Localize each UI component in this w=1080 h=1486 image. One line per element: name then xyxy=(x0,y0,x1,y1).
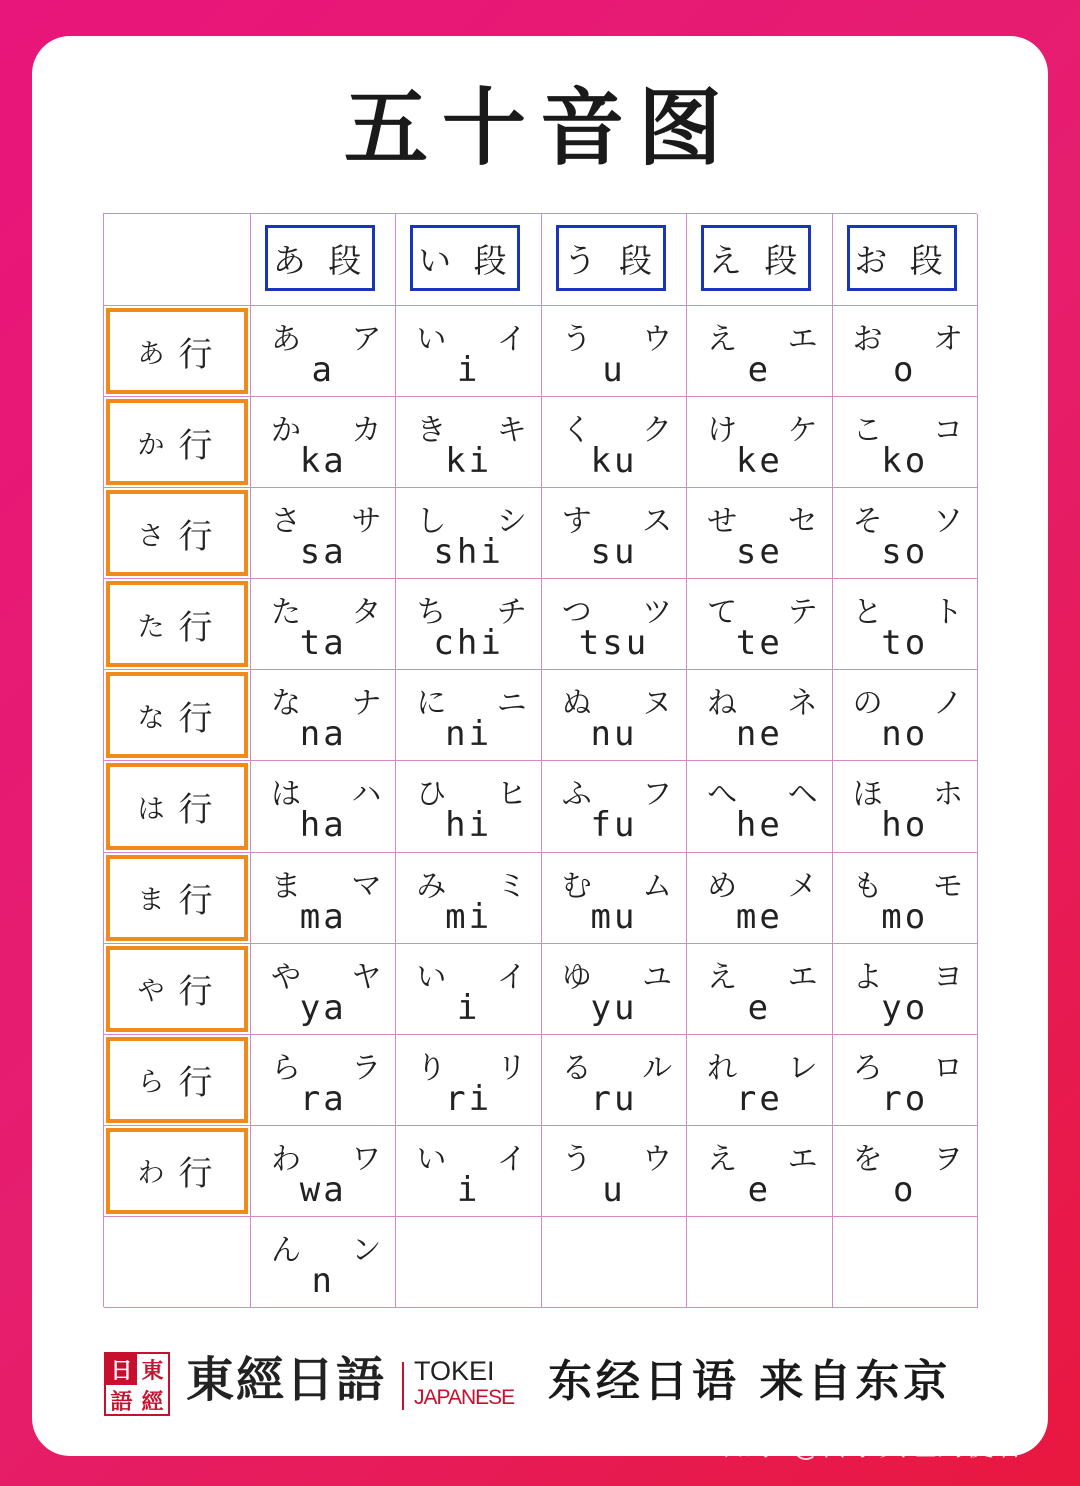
gyo-label: 行 xyxy=(178,1063,217,1104)
hiragana: ら xyxy=(271,1050,301,1086)
hiragana: い xyxy=(416,1141,447,1177)
gyo-header xyxy=(106,1037,248,1123)
kana-cell xyxy=(833,670,978,761)
kana-cell xyxy=(833,488,978,579)
kana-cell xyxy=(687,579,832,670)
seal-char: 東 xyxy=(141,1359,164,1384)
romaji: mo xyxy=(881,896,929,937)
romaji: ru xyxy=(590,1078,638,1119)
katakana: タ xyxy=(351,595,382,631)
kana-cell xyxy=(542,488,687,579)
katakana: ノ xyxy=(932,686,963,722)
hiragana: ふ xyxy=(561,777,592,813)
hiragana: ま xyxy=(271,868,301,904)
kana-cell xyxy=(687,670,832,761)
romaji: e xyxy=(747,350,772,390)
romaji: re xyxy=(735,1078,783,1119)
kana-cell xyxy=(833,853,978,944)
dan-header: え 段 xyxy=(701,225,811,291)
katakana: ヨ xyxy=(932,959,963,995)
romaji: fu xyxy=(590,805,638,846)
hiragana: と xyxy=(852,595,883,631)
kana-cell xyxy=(542,1035,687,1126)
hiragana: ぬ xyxy=(561,686,592,722)
dan-header: お 段 xyxy=(847,225,957,291)
kana-cell xyxy=(542,306,687,397)
gyo-label: 行 xyxy=(178,698,217,739)
hiragana: へ xyxy=(707,777,738,813)
dan-header-cell xyxy=(687,214,832,306)
katakana: ヘ xyxy=(787,777,818,813)
brand-slogan: 东经日语 来自东京 xyxy=(548,1356,952,1407)
katakana: ウ xyxy=(642,1141,673,1177)
hiragana: ほ xyxy=(852,777,883,813)
hiragana: ゆ xyxy=(561,959,592,995)
dan-header: い 段 xyxy=(410,225,520,291)
kana-cell xyxy=(833,1126,978,1217)
romaji: ku xyxy=(590,441,638,482)
gyo-label: 行 xyxy=(178,334,217,375)
hiragana: の xyxy=(852,686,883,722)
hiragana: め xyxy=(707,868,738,904)
gyo-kana: か xyxy=(137,429,169,461)
seal-char: 日 xyxy=(106,1354,137,1385)
gyo-label: 行 xyxy=(178,1154,217,1195)
hiragana: は xyxy=(271,777,301,813)
hiragana: て xyxy=(707,595,738,631)
romaji: mu xyxy=(590,896,638,937)
romaji: shi xyxy=(433,532,504,573)
gyo-label: 行 xyxy=(178,790,217,831)
katakana: メ xyxy=(787,868,818,904)
romaji: hi xyxy=(445,805,493,846)
hiragana: な xyxy=(271,686,301,722)
hiragana: す xyxy=(561,504,592,540)
dan-header: あ 段 xyxy=(265,225,375,291)
katakana: ウ xyxy=(642,322,673,357)
gyo-label: 行 xyxy=(178,607,217,648)
romaji: no xyxy=(881,714,929,755)
gyo-kana: た xyxy=(137,611,169,643)
katakana: シ xyxy=(496,504,527,540)
katakana: イ xyxy=(496,1141,527,1177)
katakana: サ xyxy=(351,504,382,540)
romaji: sa xyxy=(299,532,347,573)
romaji: a xyxy=(311,350,335,390)
katakana: レ xyxy=(787,1050,818,1086)
katakana: ス xyxy=(642,504,673,540)
katakana: ツ xyxy=(642,595,673,631)
katakana: イ xyxy=(496,322,527,357)
kana-cell xyxy=(833,579,978,670)
gyo-header xyxy=(106,308,248,394)
gyo-header-cell xyxy=(104,397,251,488)
romaji: ni xyxy=(445,714,493,755)
dan-header-cell xyxy=(542,214,687,306)
romaji: ra xyxy=(299,1078,347,1119)
romaji: n xyxy=(311,1260,335,1301)
brand-en-line2: JAPANESE xyxy=(414,1386,515,1409)
katakana: エ xyxy=(787,322,818,357)
katakana: ム xyxy=(642,868,673,904)
kana-cell xyxy=(251,1217,396,1308)
katakana: ハ xyxy=(351,777,382,813)
kana-cell xyxy=(251,853,396,944)
gyo-label: 行 xyxy=(178,516,217,557)
gyo-label: 行 xyxy=(178,425,217,466)
kana-cell xyxy=(396,488,541,579)
kana-cell xyxy=(833,1035,978,1126)
romaji: i xyxy=(456,350,481,390)
romaji: o xyxy=(893,350,917,390)
hiragana: い xyxy=(416,959,447,995)
hiragana: や xyxy=(271,959,301,995)
romaji: ya xyxy=(299,987,347,1028)
gyo-kana: わ xyxy=(137,1158,169,1190)
hiragana: み xyxy=(416,868,447,904)
dan-header-cell xyxy=(396,214,541,306)
hiragana: る xyxy=(561,1050,592,1086)
katakana: ル xyxy=(642,1050,673,1086)
gyo-header xyxy=(106,672,248,758)
romaji: wa xyxy=(299,1169,347,1210)
gyo-header-cell xyxy=(104,1126,251,1217)
romaji: ta xyxy=(299,623,347,664)
gyo-kana: ま xyxy=(137,885,169,917)
romaji: yu xyxy=(590,987,638,1028)
katakana: ヲ xyxy=(932,1141,963,1177)
hiragana: く xyxy=(561,413,592,449)
gyo-kana: は xyxy=(137,794,169,826)
katakana: ホ xyxy=(932,777,963,813)
gyo-header-cell xyxy=(104,670,251,761)
romaji: e xyxy=(747,987,772,1028)
hiragana: を xyxy=(852,1141,883,1177)
romaji: o xyxy=(893,1169,917,1210)
romaji: ke xyxy=(735,441,783,482)
katakana: チ xyxy=(496,595,527,631)
kana-cell xyxy=(251,670,396,761)
romaji: e xyxy=(747,1169,772,1210)
kana-cell xyxy=(833,944,978,1035)
romaji: i xyxy=(456,1169,481,1210)
kana-cell xyxy=(251,579,396,670)
dan-header: う 段 xyxy=(556,225,666,291)
gyo-kana: あ xyxy=(137,338,169,370)
gyo-kana: や xyxy=(137,976,169,1008)
empty-cell xyxy=(687,1217,832,1308)
empty-cell xyxy=(104,1217,251,1308)
katakana: モ xyxy=(932,868,963,904)
katakana: イ xyxy=(496,959,527,995)
katakana: ミ xyxy=(496,868,527,904)
kana-cell xyxy=(687,944,832,1035)
katakana: ン xyxy=(351,1232,382,1268)
katakana: マ xyxy=(351,868,382,904)
kana-cell xyxy=(251,1035,396,1126)
kana-cell xyxy=(542,1126,687,1217)
watermark: 知乎 @传承真理的使者 xyxy=(724,1429,1024,1462)
katakana: ナ xyxy=(351,686,382,722)
romaji: ma xyxy=(299,896,347,937)
romaji: mi xyxy=(445,896,493,937)
katakana: ヒ xyxy=(496,777,527,813)
hiragana: け xyxy=(707,413,738,449)
seal-char: 經 xyxy=(141,1390,164,1415)
katakana: ソ xyxy=(932,504,963,540)
hiragana: せ xyxy=(707,504,738,540)
gyo-header-cell xyxy=(104,853,251,944)
hiragana: か xyxy=(271,413,301,449)
kana-cell xyxy=(396,670,541,761)
romaji: na xyxy=(299,714,347,755)
hiragana: れ xyxy=(707,1050,738,1086)
romaji: me xyxy=(735,896,783,937)
brand-en-line1: TOKEI xyxy=(414,1356,495,1386)
gyo-header xyxy=(106,1128,248,1214)
gyo-kana: さ xyxy=(137,520,169,552)
katakana: ニ xyxy=(496,686,527,722)
hiragana: つ xyxy=(561,595,592,631)
kana-cell xyxy=(833,306,978,397)
hiragana: ち xyxy=(416,595,447,631)
hiragana: き xyxy=(416,413,447,449)
katakana: カ xyxy=(351,413,382,449)
romaji: su xyxy=(590,532,638,573)
kana-cell xyxy=(396,853,541,944)
hiragana: あ xyxy=(271,322,301,357)
kana-cell xyxy=(396,397,541,488)
katakana: エ xyxy=(787,959,818,995)
romaji: i xyxy=(456,987,481,1028)
hiragana: い xyxy=(416,322,447,357)
katakana: キ xyxy=(496,413,527,449)
gyo-label: 行 xyxy=(178,972,217,1013)
romaji: ho xyxy=(881,805,929,846)
kana-cell xyxy=(687,1126,832,1217)
hiragana: こ xyxy=(852,413,883,449)
kana-cell xyxy=(687,761,832,852)
kana-cell xyxy=(542,579,687,670)
romaji: nu xyxy=(590,714,638,755)
romaji: so xyxy=(881,532,929,573)
romaji: ki xyxy=(445,441,493,482)
hiragana: ろ xyxy=(852,1050,883,1086)
gyo-header xyxy=(106,763,248,849)
kana-cell xyxy=(833,397,978,488)
romaji: u xyxy=(602,350,626,390)
seal-char: 語 xyxy=(110,1390,133,1415)
hiragana: そ xyxy=(852,504,883,540)
romaji: ro xyxy=(881,1078,929,1119)
kana-cell xyxy=(542,397,687,488)
gyo-header xyxy=(106,490,248,576)
gyo-kana: な xyxy=(137,702,169,734)
hiragana: た xyxy=(271,595,301,631)
kana-cell xyxy=(687,488,832,579)
corner-cell xyxy=(104,214,251,306)
katakana: フ xyxy=(642,777,673,813)
hiragana: り xyxy=(416,1050,447,1086)
gyo-header-cell xyxy=(104,1035,251,1126)
kana-cell xyxy=(251,944,396,1035)
hiragana: む xyxy=(561,868,592,904)
hiragana: ひ xyxy=(416,777,447,813)
hiragana: に xyxy=(416,686,447,722)
romaji: yo xyxy=(881,987,929,1028)
kana-cell xyxy=(251,1126,396,1217)
hiragana: お xyxy=(852,322,883,357)
katakana: ラ xyxy=(351,1050,382,1086)
kana-cell xyxy=(396,1035,541,1126)
romaji: ha xyxy=(299,805,347,846)
kana-cell xyxy=(396,1126,541,1217)
romaji: se xyxy=(735,532,783,573)
gyo-kana: ら xyxy=(137,1067,169,1099)
romaji: ri xyxy=(445,1078,493,1119)
katakana: オ xyxy=(932,322,963,357)
empty-cell xyxy=(542,1217,687,1308)
kana-cell xyxy=(542,944,687,1035)
kana-cell xyxy=(833,761,978,852)
romaji: tsu xyxy=(578,623,650,664)
katakana: コ xyxy=(932,413,963,449)
hiragana: し xyxy=(416,504,447,540)
hiragana: う xyxy=(561,1141,592,1177)
gyo-label: 行 xyxy=(178,881,217,922)
romaji: chi xyxy=(433,623,504,664)
katakana: ト xyxy=(932,595,963,631)
brand-name-en xyxy=(414,1358,514,1408)
hiragana: わ xyxy=(271,1141,301,1177)
katakana: ロ xyxy=(932,1050,963,1086)
hiragana: も xyxy=(852,868,883,904)
hiragana: え xyxy=(707,322,738,357)
hiragana: う xyxy=(561,322,592,357)
hiragana: え xyxy=(707,1141,738,1177)
romaji: u xyxy=(602,1169,626,1210)
katakana: テ xyxy=(787,595,818,631)
katakana: ワ xyxy=(351,1141,382,1177)
kana-cell xyxy=(687,397,832,488)
hiragana: ね xyxy=(707,686,738,722)
hiragana: ん xyxy=(271,1232,301,1268)
empty-cell xyxy=(833,1217,978,1308)
hiragana: よ xyxy=(852,959,883,995)
empty-cell xyxy=(396,1217,541,1308)
gyo-header-cell xyxy=(104,579,251,670)
katakana: ア xyxy=(351,322,382,357)
brand-name-cn: 東經日語 xyxy=(186,1352,387,1408)
kana-cell xyxy=(542,853,687,944)
hiragana: え xyxy=(707,959,738,995)
hiragana: さ xyxy=(271,504,301,540)
kana-cell xyxy=(542,761,687,852)
kana-cell xyxy=(396,761,541,852)
dan-header-cell xyxy=(833,214,978,306)
katakana: ケ xyxy=(787,413,818,449)
kana-cell xyxy=(396,944,541,1035)
katakana: ヌ xyxy=(642,686,673,722)
kana-cell xyxy=(251,488,396,579)
romaji: te xyxy=(735,623,783,664)
gyo-header-cell xyxy=(104,488,251,579)
kana-cell xyxy=(687,306,832,397)
kana-cell xyxy=(687,1035,832,1126)
kana-cell xyxy=(251,761,396,852)
kana-cell xyxy=(687,853,832,944)
katakana: リ xyxy=(496,1050,527,1086)
gyo-header-cell xyxy=(104,944,251,1035)
gyo-header-cell xyxy=(104,761,251,852)
katakana: ネ xyxy=(787,686,818,722)
gyo-header xyxy=(106,399,248,485)
romaji: ko xyxy=(881,441,929,482)
kana-table xyxy=(103,213,977,1307)
katakana: ク xyxy=(642,413,673,449)
kana-cell xyxy=(396,579,541,670)
kana-cell xyxy=(396,306,541,397)
katakana: ヤ xyxy=(351,959,382,995)
gyo-header xyxy=(106,855,248,941)
brand-divider xyxy=(402,1362,404,1410)
katakana: ユ xyxy=(642,959,673,995)
gyo-header xyxy=(106,581,248,667)
romaji: to xyxy=(881,623,929,664)
romaji: ka xyxy=(299,441,347,482)
katakana: セ xyxy=(787,504,818,540)
romaji: he xyxy=(735,805,783,846)
brand-logo-seal xyxy=(104,1352,170,1416)
gyo-header-cell xyxy=(104,306,251,397)
gyo-header xyxy=(106,946,248,1032)
dan-header-cell xyxy=(251,214,396,306)
page-title: 五十音图 xyxy=(343,79,736,177)
romaji: ne xyxy=(735,714,783,755)
kana-cell xyxy=(251,306,396,397)
kana-cell xyxy=(251,397,396,488)
katakana: エ xyxy=(787,1141,818,1177)
kana-cell xyxy=(542,670,687,761)
